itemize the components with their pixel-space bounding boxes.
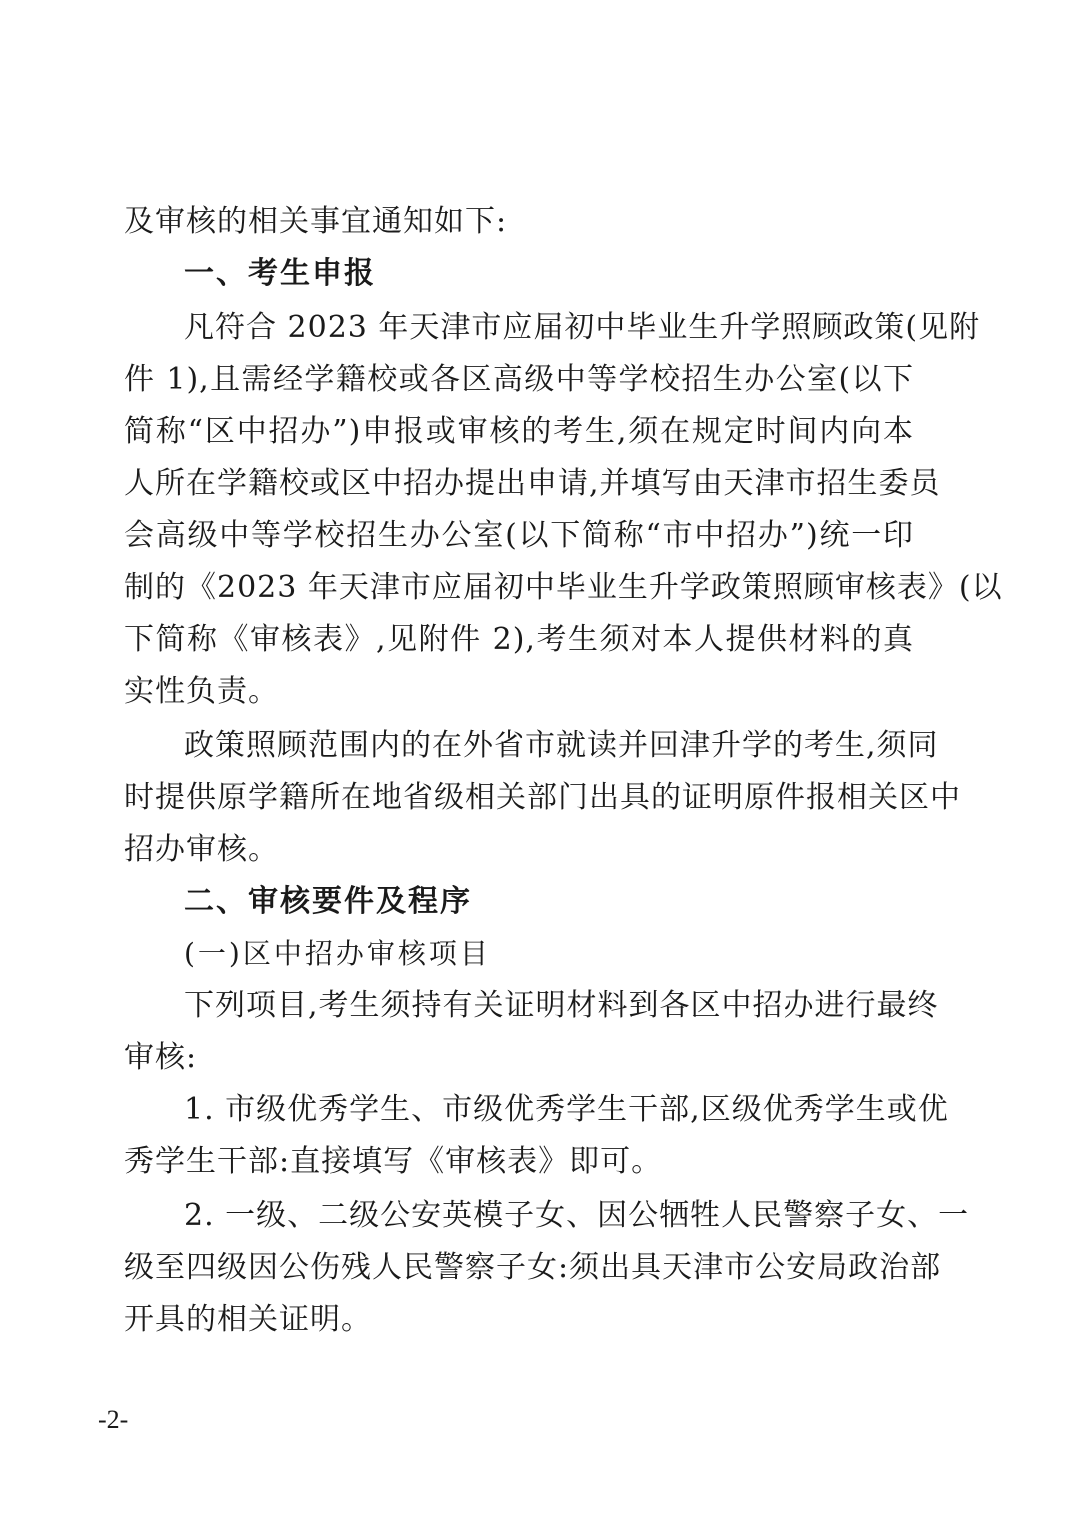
body-line: 及审核的相关事宜通知如下: bbox=[124, 204, 508, 239]
section-heading-applicant-declaration: 一、考生申报 bbox=[184, 256, 376, 291]
body-line: 凡符合 2023 年天津市应届初中毕业生升学照顾政策(见附 bbox=[184, 310, 981, 345]
body-line: 件 1),且需经学籍校或各区高级中等学校招生办公室(以下 bbox=[124, 362, 914, 397]
body-line: 会高级中等学校招生办公室(以下简称“市中招办”)统一印 bbox=[124, 518, 914, 553]
list-item-line: 开具的相关证明。 bbox=[124, 1302, 372, 1337]
list-item-line: 级至四级因公伤残人民警察子女:须出具天津市公安局政治部 bbox=[124, 1250, 942, 1285]
section-heading-review-requirements: 二、审核要件及程序 bbox=[184, 884, 472, 919]
page-number: -2- bbox=[98, 1405, 129, 1434]
list-item-line: 1. 市级优秀学生、市级优秀学生干部,区级优秀学生或优 bbox=[184, 1092, 949, 1127]
list-item-line: 秀学生干部:直接填写《审核表》即可。 bbox=[124, 1144, 663, 1179]
list-item-line: 2. 一级、二级公安英模子女、因公牺牲人民警察子女、一 bbox=[184, 1198, 970, 1233]
body-line: 时提供原学籍所在地省级相关部门出具的证明原件报相关区中 bbox=[124, 780, 961, 815]
sub-heading-district-review-items: (一)区中招办审核项目 bbox=[184, 937, 491, 970]
body-line: 审核: bbox=[124, 1040, 198, 1075]
body-line: 招办审核。 bbox=[124, 832, 279, 867]
body-line: 政策照顾范围内的在外省市就读并回津升学的考生,须同 bbox=[184, 728, 939, 763]
body-line: 人所在学籍校或区中招办提出申请,并填写由天津市招生委员 bbox=[124, 466, 941, 501]
body-line: 下简称《审核表》,见附件 2),考生须对本人提供材料的真 bbox=[124, 622, 914, 657]
body-line: 简称“区中招办”)申报或审核的考生,须在规定时间内向本 bbox=[124, 414, 914, 449]
body-line: 下列项目,考生须持有关证明材料到各区中招办进行最终 bbox=[184, 988, 939, 1023]
body-line: 制的《2023 年天津市应届初中毕业生升学政策照顾审核表》(以 bbox=[124, 570, 1003, 605]
body-line: 实性负责。 bbox=[124, 674, 279, 709]
